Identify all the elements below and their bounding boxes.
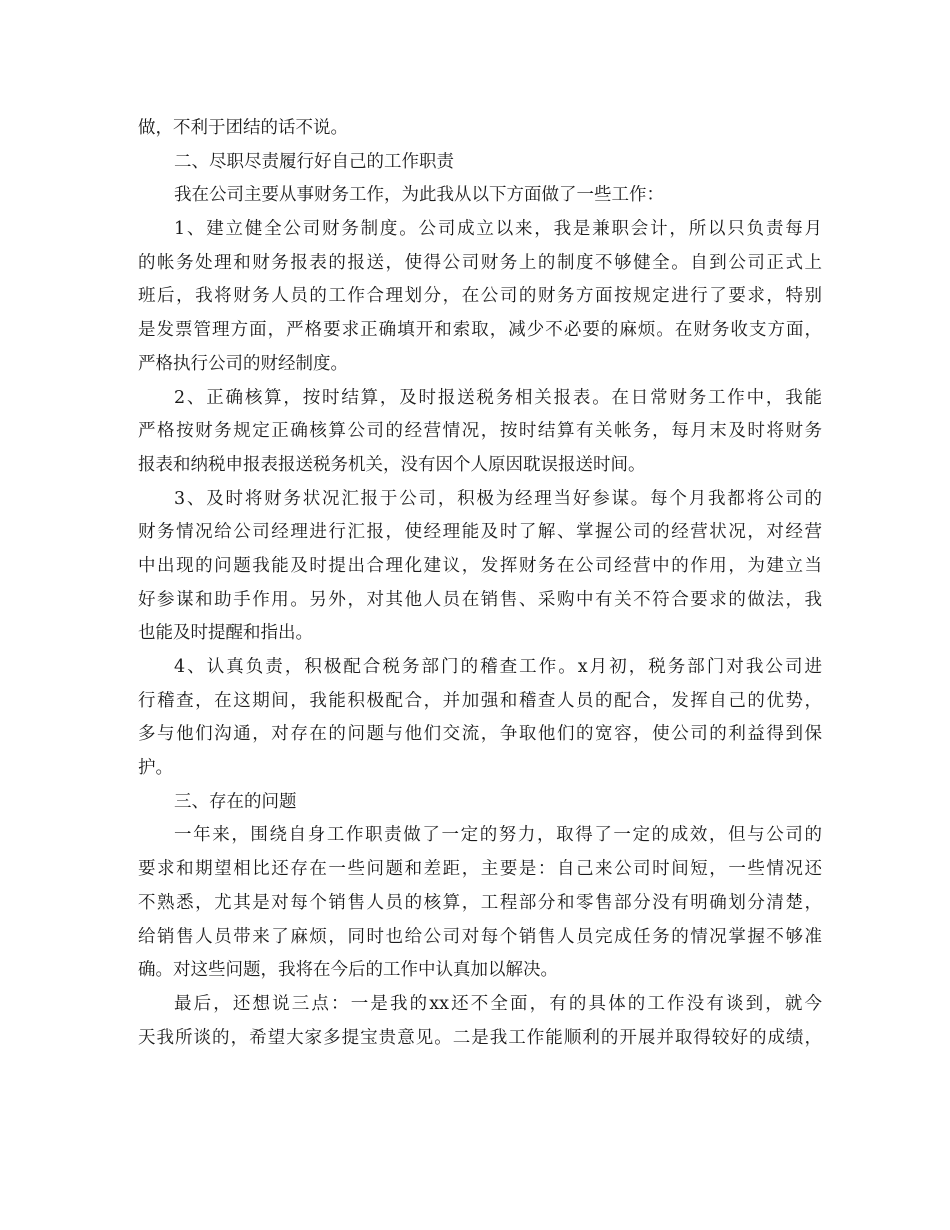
text-line: 好参谋和助手作用。另外，对其他人员在销售、采购中有关不符合要求的做法，我	[138, 589, 822, 610]
text-line: 财务情况给公司经理进行汇报，使经理能及时了解、掌握公司的经营状况，对经营	[138, 522, 822, 543]
text-line: 3、及时将财务状况汇报于公司，积极为经理当好参谋。每个月我都将公司的	[174, 488, 822, 509]
text-line: 要求和期望相比还存在一些问题和差距，主要是：自己来公司时间短，一些情况还	[138, 859, 822, 880]
section-heading: 三、存在的问题	[174, 791, 297, 812]
text-line: 也能及时提醒和指出。	[138, 623, 313, 644]
text-line: 多与他们沟通，对存在的问题与他们交流，争取他们的宽容，使公司的利益得到保	[138, 724, 822, 745]
text-line: 班后，我将财务人员的工作合理划分，在公司的财务方面按规定进行了要求，特别	[138, 286, 822, 307]
text-line: 是发票管理方面，严格要求正确填开和索取，减少不必要的麻烦。在财务收支方面，	[138, 320, 822, 341]
text-line: 天我所谈的，希望大家多提宝贵意见。二是我工作能顺利的开展并取得较好的成绩，	[138, 1027, 822, 1048]
text-line: 一年来，围绕自身工作职责做了一定的努力，取得了一定的成效，但与公司的	[174, 825, 822, 846]
text-line: 做，不利于团结的话不说。	[138, 118, 348, 138]
text-line: 给销售人员带来了麻烦，同时也给公司对每个销售人员完成任务的情况掌握不够准	[138, 926, 822, 947]
text-line: 严格按财务规定正确核算公司的经营情况，按时结算有关帐务，每月末及时将财务	[138, 421, 822, 442]
text-line: 确。对这些问题，我将在今后的工作中认真加以解决。	[138, 960, 558, 981]
text-line: 的帐务处理和财务报表的报送，使得公司财务上的制度不够健全。自到公司正式上	[138, 252, 822, 273]
text-line: 严格执行公司的财经制度。	[138, 353, 348, 374]
text-line: 不熟悉，尤其是对每个销售人员的核算，工程部分和零售部分没有明确划分清楚，	[138, 892, 822, 913]
text-line: 行稽查，在这期间，我能积极配合，并加强和稽查人员的配合，发挥自己的优势，	[138, 690, 822, 711]
text-line: 中出现的问题我能及时提出合理化建议，发挥财务在公司经营中的作用，为建立当	[138, 555, 822, 576]
text-line: 4、认真负责，积极配合税务部门的稽查工作。x月初，税务部门对我公司进	[174, 657, 822, 677]
text-line: 报表和纳税申报表报送税务机关，没有因个人原因耽误报送时间。	[138, 454, 646, 475]
text-line: 我在公司主要从事财务工作，为此我从以下方面做了一些工作：	[174, 185, 664, 206]
text-line: 1、建立健全公司财务制度。公司成立以来，我是兼职会计，所以只负责每月	[174, 219, 822, 240]
text-line: 最后，还想说三点：一是我的xx还不全面，有的具体的工作没有谈到，就今	[174, 993, 822, 1014]
section-heading: 二、尽职尽责履行好自己的工作职责	[174, 151, 454, 172]
text-line: 护。	[138, 758, 173, 779]
document-body	[138, 112, 822, 1055]
text-line: 2、正确核算，按时结算，及时报送税务相关报表。在日常财务工作中，我能	[174, 387, 822, 408]
